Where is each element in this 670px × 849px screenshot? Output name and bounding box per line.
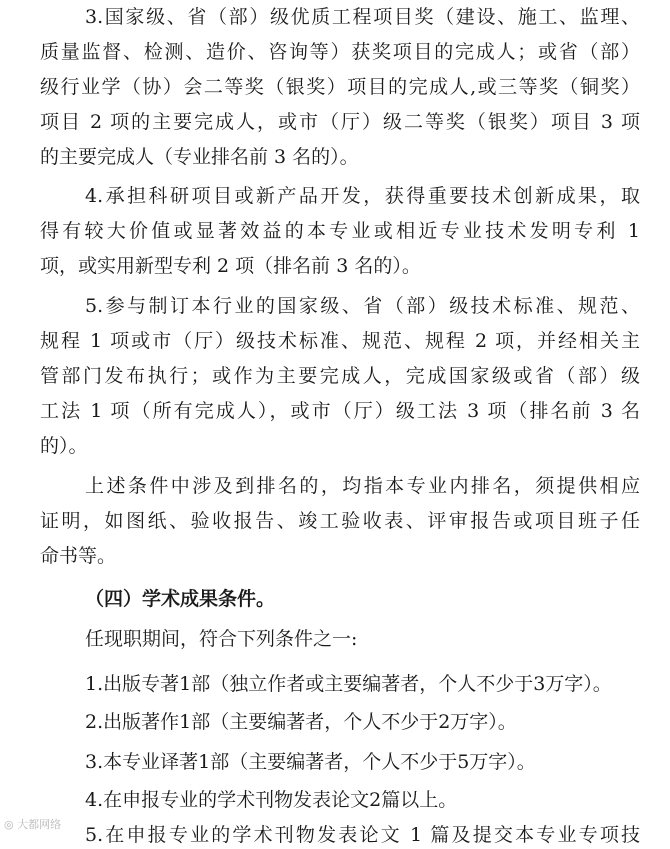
text-line: 命书等。 [40,545,117,567]
text-line: 级行业学（协）会二等奖（银奖）项目的完成人,或三等奖（铜奖） [40,76,640,98]
text-line: 5.参与制订本行业的国家级、省（部）级技术标准、规范、 [85,295,640,317]
text-line: 管部门发布执行；或作为主要完成人，完成国家级或省（部）级 [40,365,640,387]
text-line: 工法 1 项（所有完成人），或市（厅）级工法 3 项（排名前 3 名 [40,400,640,422]
text-line: 项，或实用新型专利 2 项（排名前 3 名的）。 [40,255,421,277]
list-item: 4.在申报专业的学术刊物发表论文2篇以上。 [85,789,458,811]
watermark [4,818,61,832]
text-line: 证明，如图纸、验收报告、竣工验收表、评审报告或项目班子任 [40,510,640,532]
list-item: 1.出版专著1部（独立作者或主要编著者，个人不少于3万字）。 [85,673,612,695]
watermark-text: 大都网络 [17,818,62,831]
list-item: 3.本专业译著1部（主要编著者，个人不少于5万字）。 [85,751,536,773]
text-line: 4.承担科研项目或新产品开发，获得重要技术创新成果，取 [85,185,640,207]
text-line: 3.国家级、省（部）级优质工程项目奖（建设、施工、监理、 [85,6,640,28]
text-line: 任现职期间，符合下列条件之一: [85,628,358,650]
text-line: 质量监督、检测、造价、咨询等）获奖项目的完成人；或省（部） [40,41,640,63]
list-item: 2.出版著作1部（主要编著者，个人不少于2万字）。 [85,711,517,733]
text-line: 得有较大价值或显著效益的本专业或相近专业技术发明专利 1 [40,220,640,242]
text-line: 的）。 [40,435,88,457]
section-heading: （四）学术成果条件。 [85,588,276,610]
text-line: 规程 1 项或市（厅）级技术标准、规范、规程 2 项，并经相关主 [40,330,640,352]
text-line: 上述条件中涉及到排名的，均指本专业内排名，须提供相应 [85,475,640,497]
text-line: 项目 2 项的主要完成人，或市（厅）级二等奖（银奖）项目 3 项 [40,111,640,133]
watermark-logo-icon: ◎ [4,818,14,831]
list-item: 5.在申报专业的学术刊物发表论文 1 篇及提交本专业专项技 [85,824,640,846]
text-line: 的主要完成人（专业排名前 3 名的）。 [40,146,359,168]
